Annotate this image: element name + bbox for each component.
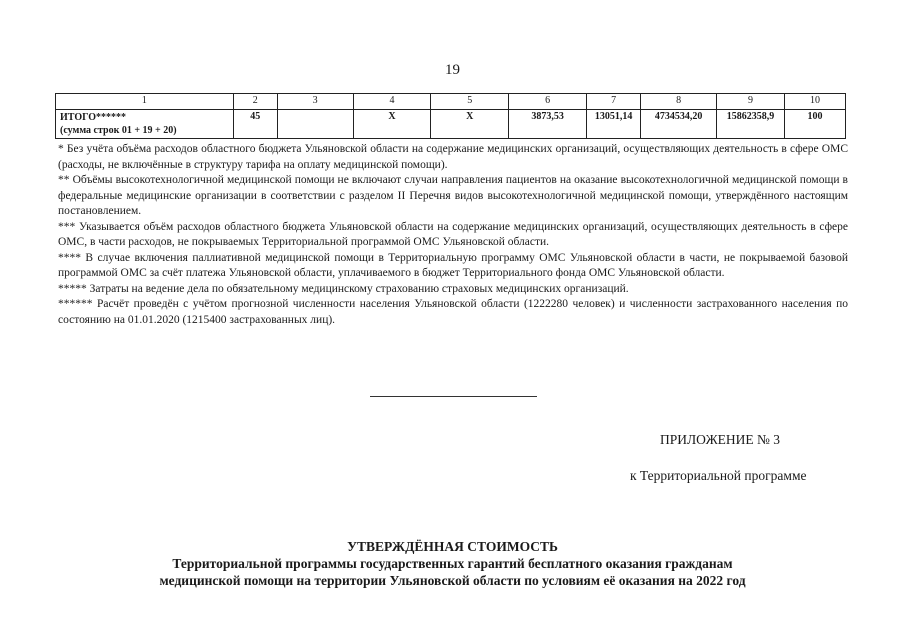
document-title-line: Территориальной программы государственных гарантий бесплатного оказания гражданам xyxy=(172,556,733,571)
column-header: 7 xyxy=(587,94,641,110)
table-row xyxy=(56,110,846,139)
footnote: **** В случае включения паллиативной медицинской помощи в Территориальную программу ОМС Ульяновской области в части, не покрываемой базовой программой ОМС за счёт платежа Ульяновской области, уплачиваемого в бюджет Территориального фонда ОМС Ульяновской области. xyxy=(58,251,848,279)
appendix-title: ПРИЛОЖЕНИЕ № 3 xyxy=(660,432,781,447)
column-header: 8 xyxy=(641,94,717,110)
table-cell: 45 xyxy=(233,110,277,139)
section-divider xyxy=(370,396,537,397)
footnote: * Без учёта объёма расходов областного бюджета Ульяновской области на содержание медицинских организаций, осуществляющих деятельность в сфере ОМС (расходы, не включённые в структуру тарифа на оплату медицинской помощи). xyxy=(58,143,848,171)
table-header-row xyxy=(56,94,846,110)
table-cell: X xyxy=(353,110,431,139)
row-label xyxy=(56,110,234,139)
column-header: 9 xyxy=(717,94,785,110)
column-header: 10 xyxy=(785,94,846,110)
column-header: 1 xyxy=(56,94,234,110)
row-label-line: (сумма строк 01 + 19 + 20) xyxy=(60,125,177,136)
summary-table xyxy=(55,93,846,139)
table-cell: 13051,14 xyxy=(587,110,641,139)
row-label-line: ИТОГО****** xyxy=(60,112,126,123)
footnote: ****** Расчёт проведён с учётом прогнозной численности населения Ульяновской области (1222280 человек) и численности застрахованного населения по состоянию на 01.01.2020 (1215400 застрахованных лиц). xyxy=(58,298,848,326)
column-header: 2 xyxy=(233,94,277,110)
footnote: ***** Затраты на ведение дела по обязательному медицинскому страхованию страховых медицинских организаций. xyxy=(58,282,629,295)
footnote: *** Указывается объём расходов областного бюджета Ульяновской области на содержание медицинских организаций, осуществляющих деятельность в сфере ОМС, в части расходов, не покрываемых Территориальной программой ОМС Ульяновской области. xyxy=(58,220,848,248)
footnotes xyxy=(58,142,848,328)
column-header: 3 xyxy=(277,94,353,110)
column-header: 4 xyxy=(353,94,431,110)
document-title xyxy=(0,538,905,589)
table-cell: 4734534,20 xyxy=(641,110,717,139)
page-number: 19 xyxy=(445,62,460,78)
table-cell: X xyxy=(431,110,509,139)
appendix-subtitle: к Территориальной программе xyxy=(630,468,807,483)
document-title-line: медицинской помощи на территории Ульяновской области по условиям её оказания на 2022 год xyxy=(159,573,746,588)
table-cell: 100 xyxy=(785,110,846,139)
table-cell xyxy=(277,110,353,139)
footnote: ** Объёмы высокотехнологичной медицинской помощи не включают случаи направления пациентов на оказание высокотехнологичной медицинской помощи в федеральные медицинские организации в соответствии с разделом II Перечня видов высокотехнологичной медицинской помощи, утверждённого настоящим постановлением. xyxy=(58,174,848,217)
column-header: 5 xyxy=(431,94,509,110)
document-title-line: УТВЕРЖДЁННАЯ СТОИМОСТЬ xyxy=(347,539,558,554)
table-cell: 15862358,9 xyxy=(717,110,785,139)
column-header: 6 xyxy=(509,94,587,110)
table-cell: 3873,53 xyxy=(509,110,587,139)
